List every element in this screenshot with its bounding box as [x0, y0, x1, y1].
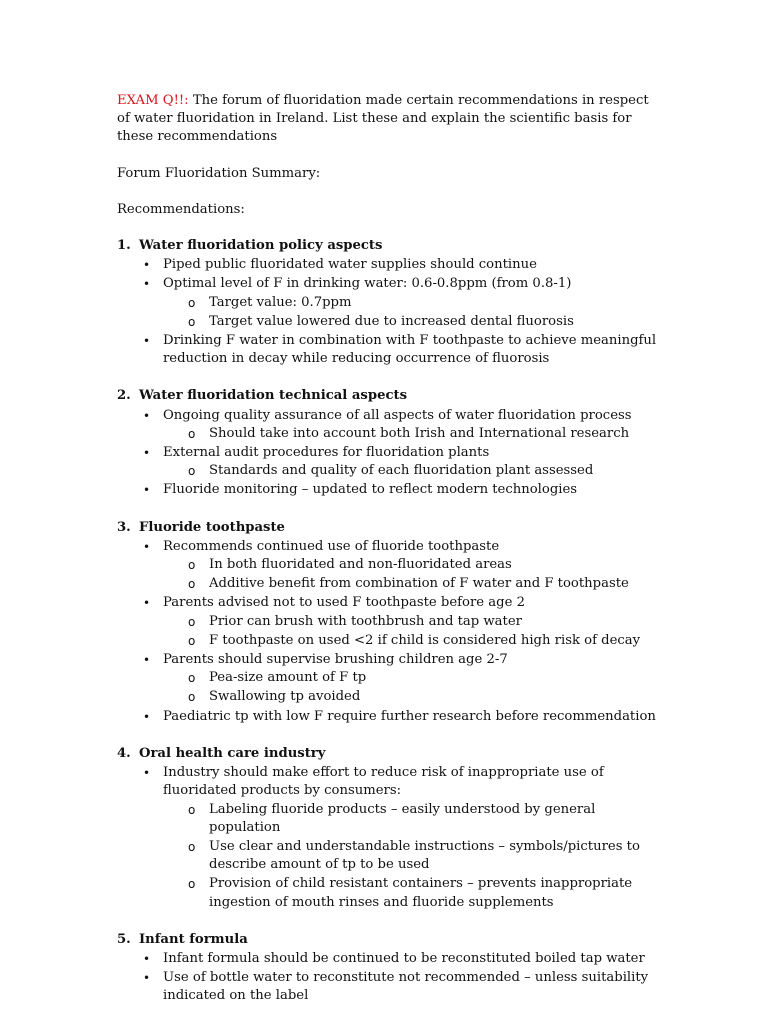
list-item	[143, 708, 662, 726]
section-heading	[117, 237, 662, 255]
sub-list-item-text: Additive benefit from combination of F water and F toothpaste	[209, 576, 629, 592]
bullet-list	[117, 407, 662, 500]
circle-bullet-icon: o	[188, 690, 196, 705]
sub-list-item-text: Pea-size amount of F tp	[209, 670, 367, 686]
list-item-text: Use of bottle water to reconstitute not recommended – unless suitability indicated on the label	[163, 970, 649, 1004]
list-item	[143, 275, 662, 331]
sub-list-item	[188, 838, 662, 874]
bullet-icon: •	[143, 334, 151, 349]
list-item	[143, 538, 662, 594]
recommendation-sections	[117, 237, 662, 1006]
sub-list-item-text: Labeling fluoride products – easily understood by general population	[209, 801, 596, 835]
bullet-icon: •	[143, 596, 151, 611]
list-item-text: Parents advised not to used F toothpaste before age 2	[163, 595, 525, 611]
section-2	[117, 387, 662, 499]
bullet-icon: •	[143, 951, 151, 966]
circle-bullet-icon: o	[188, 671, 196, 686]
bullet-icon: •	[143, 709, 151, 724]
sub-bullet-list	[163, 613, 662, 650]
bullet-icon: •	[143, 766, 151, 781]
section-heading	[117, 931, 662, 949]
section-number: 5.	[117, 931, 131, 947]
list-item-text: Paediatric tp with low F require further research before recommendation	[163, 708, 656, 724]
section-title: Water fluoridation technical aspects	[139, 388, 407, 404]
recommendations-label: Recommendations:	[117, 201, 245, 217]
bullet-icon: •	[143, 653, 151, 668]
circle-bullet-icon: o	[188, 295, 196, 310]
list-item-text: External audit procedures for fluoridation plants	[163, 445, 490, 461]
circle-bullet-icon: o	[188, 464, 196, 479]
section-heading	[117, 745, 662, 763]
bullet-icon: •	[143, 258, 151, 273]
section-1	[117, 237, 662, 368]
circle-bullet-icon: o	[188, 577, 196, 592]
sub-list-item	[188, 688, 662, 706]
sub-list-item	[188, 613, 662, 631]
sub-bullet-list	[163, 462, 662, 480]
bullet-list	[117, 950, 662, 1006]
section-title: Infant formula	[139, 931, 248, 947]
list-item	[143, 969, 662, 1005]
sub-list-item	[188, 669, 662, 687]
section-number: 4.	[117, 745, 131, 761]
document-page	[117, 92, 662, 1007]
section-number: 3.	[117, 519, 131, 535]
list-item	[143, 444, 662, 480]
bullet-icon: •	[143, 408, 151, 423]
list-item-text: Drinking F water in combination with F toothpaste to achieve meaningful reduction in decay while reducing occurrence of fluorosis	[163, 333, 657, 367]
section-number: 1.	[117, 238, 131, 254]
sub-bullet-list	[163, 669, 662, 706]
list-item	[143, 764, 662, 912]
sub-list-item-text: Target value lowered due to increased dental fluorosis	[209, 313, 574, 329]
list-item-text: Optimal level of F in drinking water: 0.6-0.8ppm (from 0.8-1)	[163, 276, 572, 292]
sub-list-item-text: Target value: 0.7ppm	[209, 294, 352, 310]
bullet-icon: •	[143, 971, 151, 986]
list-item-text: Parents should supervise brushing children age 2-7	[163, 652, 508, 668]
sub-bullet-list	[163, 801, 662, 912]
sub-bullet-list	[163, 425, 662, 443]
sub-list-item	[188, 462, 662, 480]
exam-label: EXAM Q!!:	[117, 93, 189, 108]
section-title: Oral health care industry	[139, 745, 326, 761]
section-title: Fluoride toothpaste	[139, 519, 285, 535]
bullet-list	[117, 764, 662, 912]
exam-question-text: The forum of fluoridation made certain recommendations in respect of water fluoridation in Ireland. List these and explain the scientific basis for these recommendations	[117, 93, 649, 145]
bullet-icon: •	[143, 277, 151, 292]
circle-bullet-icon: o	[188, 558, 196, 573]
section-number: 2.	[117, 388, 131, 404]
list-item-text: Ongoing quality assurance of all aspects of water fluoridation process	[163, 407, 632, 423]
circle-bullet-icon: o	[188, 802, 196, 817]
bullet-list	[117, 538, 662, 726]
circle-bullet-icon: o	[188, 614, 196, 629]
sub-list-item-text: In both fluoridated and non-fluoridated areas	[209, 557, 512, 573]
sub-list-item-text: Provision of child resistant containers – prevents inappropriate ingestion of mouth rinses and fluoride supplements	[209, 876, 633, 910]
list-item-text: Industry should make effort to reduce risk of inappropriate use of fluoridated products by consumers:	[163, 765, 604, 799]
sub-list-item	[188, 313, 662, 331]
sub-list-item	[188, 556, 662, 574]
circle-bullet-icon: o	[188, 877, 196, 892]
section-heading	[117, 387, 662, 405]
section-4	[117, 745, 662, 912]
sub-list-item-text: Prior can brush with toothbrush and tap water	[209, 613, 522, 629]
circle-bullet-icon: o	[188, 314, 196, 329]
list-item	[143, 407, 662, 443]
sub-list-item	[188, 575, 662, 593]
section-title: Water fluoridation policy aspects	[139, 238, 383, 254]
sub-list-item	[188, 294, 662, 312]
sub-list-item-text: Standards and quality of each fluoridation plant assessed	[209, 463, 594, 479]
circle-bullet-icon: o	[188, 426, 196, 441]
section-heading	[117, 519, 662, 537]
sub-list-item-text: F toothpaste on used <2 if child is considered high risk of decay	[209, 632, 641, 648]
list-item	[143, 332, 662, 368]
sub-list-item-text: Swallowing tp avoided	[209, 689, 361, 705]
exam-question	[117, 92, 662, 147]
list-item	[143, 256, 662, 274]
bullet-icon: •	[143, 483, 151, 498]
sub-list-item	[188, 875, 662, 911]
list-item-text: Recommends continued use of fluoride toothpaste	[163, 538, 500, 554]
sub-bullet-list	[163, 294, 662, 331]
list-item	[143, 594, 662, 650]
sub-bullet-list	[163, 556, 662, 593]
section-5	[117, 931, 662, 1006]
sub-list-item	[188, 632, 662, 650]
section-3	[117, 519, 662, 726]
summary-title: Forum Fluoridation Summary:	[117, 165, 321, 181]
sub-list-item-text: Use clear and understandable instructions – symbols/pictures to describe amount of tp to be used	[209, 838, 640, 873]
sub-list-item-text: Should take into account both Irish and International research	[209, 425, 630, 441]
list-item-text: Infant formula should be continued to be reconstituted boiled tap water	[163, 950, 645, 966]
sub-list-item	[188, 801, 662, 837]
circle-bullet-icon: o	[188, 633, 196, 648]
list-item	[143, 651, 662, 707]
list-item	[143, 950, 662, 968]
sub-list-item	[188, 425, 662, 443]
bullet-icon: •	[143, 446, 151, 461]
list-item	[143, 481, 662, 499]
list-item-text: Piped public fluoridated water supplies should continue	[163, 257, 537, 273]
circle-bullet-icon: o	[188, 839, 196, 854]
bullet-icon: •	[143, 539, 151, 554]
list-item-text: Fluoride monitoring – updated to reflect modern technologies	[163, 482, 578, 498]
bullet-list	[117, 256, 662, 368]
